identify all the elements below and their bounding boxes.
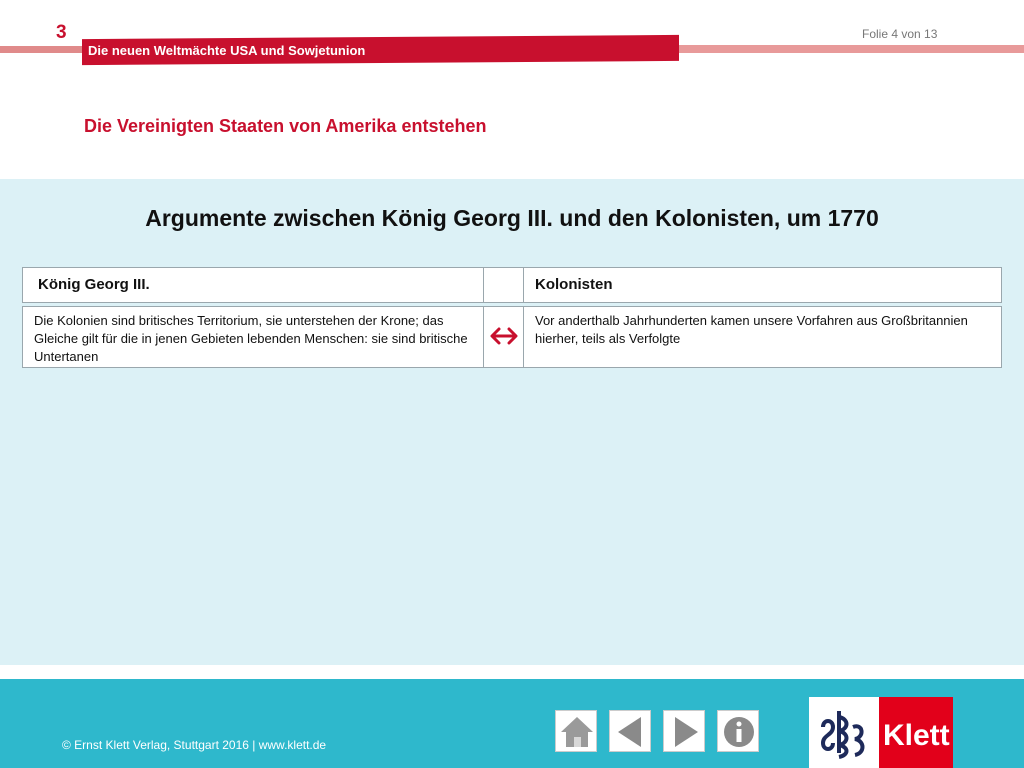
arrow-left-icon <box>610 711 652 753</box>
klett-logo-mark <box>809 697 879 768</box>
header-label-king: König Georg III. <box>38 276 150 293</box>
klett-logo <box>809 697 953 768</box>
slide-title: Argumente zwischen König Georg III. und den Kolonisten, um 1770 <box>145 205 879 231</box>
slide-counter: Folie 4 von 13 <box>862 27 938 41</box>
previous-slide-button[interactable] <box>609 710 651 752</box>
klett-wordmark <box>879 697 953 768</box>
colonists-argument-text: Vor anderthalb Jahrhunderten kamen unsere Vorfahren aus Großbritannien hierher, teils als Verfolgte <box>535 313 968 346</box>
topic-title: Die neuen Weltmächte USA und Sowjetunion <box>88 43 366 58</box>
header-cell-colonists <box>524 268 1001 302</box>
next-slide-button[interactable] <box>663 710 705 752</box>
slide-subtitle: Die Vereinigten Staaten von Amerika entstehen <box>84 116 487 136</box>
header-rule-right <box>678 45 1024 53</box>
klett-emblem-icon <box>809 697 879 768</box>
header-label-colonists: Kolonisten <box>535 276 613 293</box>
cell-king-argument <box>23 307 484 367</box>
content-area <box>0 179 1024 665</box>
klett-wordmark-text: Klett <box>883 719 950 752</box>
cell-colonists-argument <box>524 307 1001 367</box>
home-button[interactable] <box>555 710 597 752</box>
header-rule-left <box>0 46 84 53</box>
table-header-row <box>22 267 1002 303</box>
info-button[interactable] <box>717 710 759 752</box>
home-icon <box>556 711 598 753</box>
cell-arrow <box>484 307 524 367</box>
arrow-right-icon <box>664 711 706 753</box>
header-cell-middle <box>484 268 524 302</box>
info-icon <box>718 711 760 753</box>
footer-bar <box>0 676 1024 768</box>
king-argument-text: Die Kolonien sind britisches Territorium, sie unterstehen der Krone; das Gleiche gilt für die in jenen Gebieten lebenden Menschen: sie sind britische Untertanen <box>34 313 468 364</box>
copyright-text: © Ernst Klett Verlag, Stuttgart 2016 | www.klett.de <box>62 738 327 752</box>
double-arrow-icon <box>488 321 520 351</box>
table-row <box>22 306 1002 368</box>
chapter-number: 3 <box>56 22 67 43</box>
header-cell-king <box>23 268 484 302</box>
footer-gap <box>0 665 1024 679</box>
